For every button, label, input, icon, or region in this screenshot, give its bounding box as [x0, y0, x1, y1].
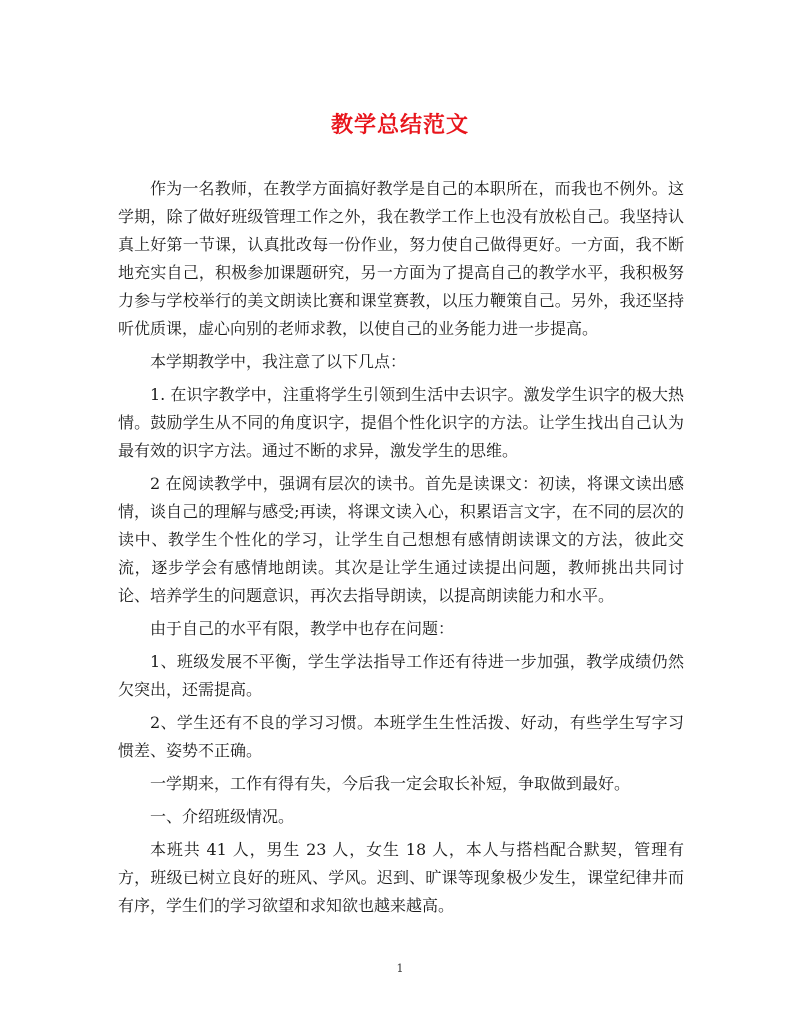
paragraph-problems-intro: 由于自己的水平有限，教学中也存在问题： — [150, 619, 455, 638]
paragraph-problem-1: 1、班级发展不平衡，学生学法指导工作还有待进一步加强，教学成绩仍然欠突出，还需提高。 — [118, 652, 684, 699]
paragraph-point-1: 1. 在识字教学中，注重将学生引领到生活中去识字。激发学生识字的极大热情。鼓励学生从不同的角度识字，提倡个性化识字的方法。让学生找出自己认为最有效的识字方法。通过不断的求异，激发学生的思维。 — [118, 385, 684, 460]
document-title: 教学总结范文 — [330, 112, 469, 138]
paragraph-summary: 一学期来，工作有得有失，今后我一定会取长补短，争取做到最好。 — [150, 774, 631, 793]
document-body — [118, 175, 684, 925]
paragraph-point-2: 2 在阅读教学中，强调有层次的读书。首先是读课文：初读，将课文读出感情，谈自己的理解与感受;再读，将课文读入心，积累语言文字，在不同的层次的读中、教学生个性化的学习，让学生自己想想有感情朗读课文的方法，彼此交流，逐步学会有感情地朗读。其次是让学生通过读提出问题，教师挑出共同讨论、培养学生的问题意识，再次去指导朗读，以提高朗读能力和水平。 — [118, 474, 684, 605]
paragraph-points-intro: 本学期教学中，我注意了以下几点： — [150, 352, 407, 371]
page-number: 1 — [396, 962, 404, 975]
section-heading-class: 一、介绍班级情况。 — [150, 807, 295, 826]
paragraph-problem-2: 2、学生还有不良的学习习惯。本班学生生性活拨、好动，有些学生写字习惯差、姿势不正确。 — [118, 713, 684, 760]
paragraph-class-info: 本班共 41 人，男生 23 人，女生 18 人，本人与搭档配合默契，管理有方，班级已树立良好的班风、学风。迟到、旷课等现象极少发生，课堂纪律井而有序，学生们的学习欲望和求知欲也越来越高。 — [118, 840, 684, 915]
paragraph-intro: 作为一名教师，在教学方面搞好教学是自己的本职所在，而我也不例外。这学期，除了做好班级管理工作之外，我在教学工作上也没有放松自己。我坚持认真上好第一节课，认真批改每一份作业，努力使自己做得更好。一方面，我不断地充实自己，积极参加课题研究，另一方面为了提高自己的教学水平，我积极努力参与学校举行的美文朗读比赛和课堂赛教，以压力鞭策自己。另外，我还坚持听优质课，虚心向别的老师求教，以使自己的业务能力进一步提高。 — [118, 179, 684, 338]
